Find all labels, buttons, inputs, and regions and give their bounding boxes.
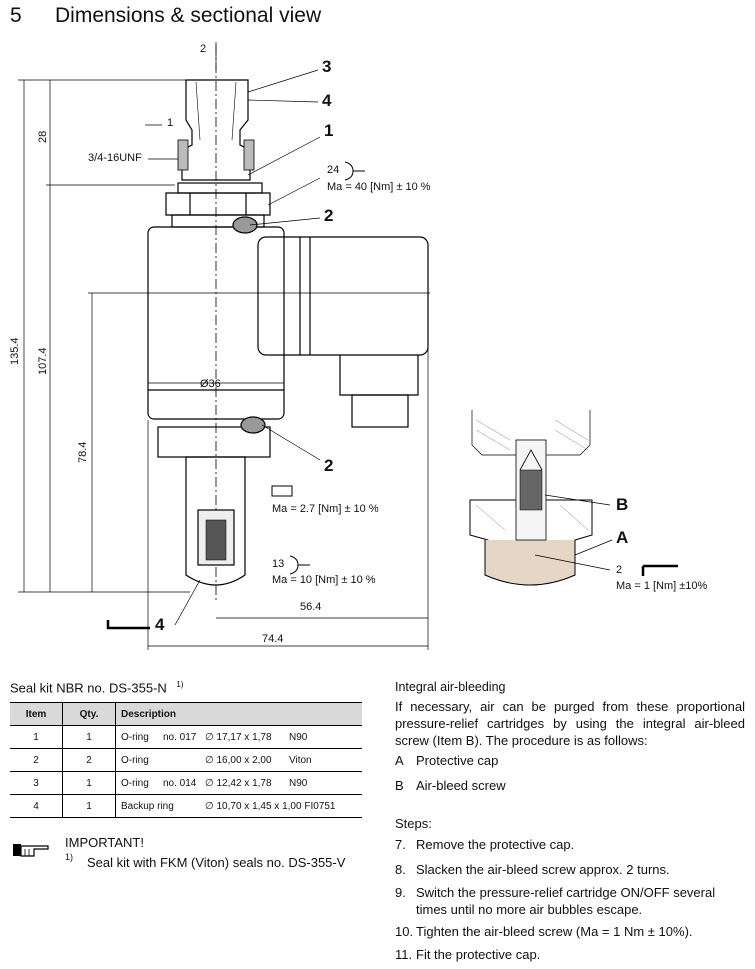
hex-key-icon-detail xyxy=(643,566,678,576)
part-no: no. 017 xyxy=(163,731,197,743)
cell-description xyxy=(116,749,363,772)
cell-item: 2 xyxy=(10,749,63,772)
step-text: Fit the protective cap. xyxy=(416,947,541,962)
important-title: IMPORTANT! xyxy=(65,835,144,850)
legend-key: A xyxy=(395,753,404,768)
cell-description xyxy=(116,795,363,818)
torque-label: Ma = 40 [Nm] ± 10 % xyxy=(327,181,431,193)
flow-port-label: 1 xyxy=(167,117,174,129)
step-number: 11. xyxy=(395,947,413,962)
callout-3: 3 xyxy=(322,57,332,76)
dimension-107-4: 107.4 xyxy=(37,347,49,375)
cell-description xyxy=(116,726,363,749)
wrench-icon-13 xyxy=(290,556,310,574)
hex-key-size: 2 xyxy=(616,564,623,576)
table-row xyxy=(10,726,362,749)
section-number: 5 xyxy=(10,4,22,27)
wrench-size: 13 xyxy=(272,558,285,570)
detail-label-A: A xyxy=(616,528,629,547)
legend-item xyxy=(395,777,506,794)
dimension-74-4: 74.4 xyxy=(262,633,284,645)
cell-qty: 1 xyxy=(63,795,116,818)
dimension-28: 28 xyxy=(37,130,49,143)
part: O-ring xyxy=(121,777,149,789)
table-row xyxy=(10,772,362,795)
table-row xyxy=(10,749,362,772)
torque-label: Ma = 1 [Nm] ±10% xyxy=(616,580,708,592)
hex-key-icon xyxy=(108,620,150,628)
part: O-ring xyxy=(121,731,149,743)
step-number: 7. xyxy=(395,837,406,852)
part: O-ring xyxy=(121,754,149,766)
header-qty: Qty. xyxy=(63,703,116,726)
dimension-135-4: 135.4 xyxy=(9,337,21,365)
section-title: Dimensions & sectional view xyxy=(55,4,322,27)
part: Backup ring xyxy=(121,800,174,812)
flow-port-label: 2 xyxy=(200,43,207,55)
wrench-size: 24 xyxy=(327,164,340,176)
air-bleeding-title: Integral air-bleeding xyxy=(395,680,506,694)
step-number: 8. xyxy=(395,862,406,877)
callout-2: 2 xyxy=(324,456,334,475)
step-text: Tighten the air-bleed screw (Ma = 1 Nm ± 10%). xyxy=(416,924,693,939)
callout-2: 2 xyxy=(324,206,334,225)
torque-label: Ma = 2.7 [Nm] ± 10 % xyxy=(272,503,379,515)
size: ∅ 16,00 x 2,00 xyxy=(205,754,272,766)
wrench-icon-24 xyxy=(345,162,365,180)
legend-text: Protective cap xyxy=(416,753,499,768)
footnote-mark: 1) xyxy=(176,680,184,689)
header-item: Item xyxy=(10,703,63,726)
hex-nut xyxy=(166,193,270,215)
material: N90 xyxy=(289,731,308,743)
step xyxy=(395,861,670,878)
cell-description xyxy=(116,772,363,795)
cell-item: 1 xyxy=(10,726,63,749)
callout-4: 4 xyxy=(322,91,332,110)
material: N90 xyxy=(289,777,308,789)
table-row xyxy=(10,795,362,818)
seal-kit-title xyxy=(10,680,184,695)
size: ∅ 17,17 x 1,78 xyxy=(205,731,272,743)
diameter-label: Ø36 xyxy=(200,378,221,390)
seal-kit-title-text: Seal kit NBR no. DS-355-N xyxy=(10,680,167,696)
steps-label: Steps: xyxy=(395,816,432,831)
torque-label: Ma = 10 [Nm] ± 10 % xyxy=(272,574,376,586)
size: ∅ 10,70 x 1,45 x 1,00 FI0751 xyxy=(205,800,336,812)
cell-item: 3 xyxy=(10,772,63,795)
callout-4: 4 xyxy=(155,615,165,634)
legend-item xyxy=(395,752,498,769)
detail-view xyxy=(470,410,612,585)
step xyxy=(395,884,716,918)
part-no: no. 014 xyxy=(163,777,197,789)
cell-item: 4 xyxy=(10,795,63,818)
dimension-78-4: 78.4 xyxy=(77,441,89,463)
legend-key: B xyxy=(395,778,404,793)
step-text: Switch the pressure-relief cartridge ON/OFF several times until no more air bubbles escape. xyxy=(416,885,716,917)
legend-text: Air-bleed screw xyxy=(416,778,506,793)
air-bleeding-intro: If necessary, air can be purged from these proportional pressure-relief cartridges by using the integral air-bleed screw (Item B). The procedure is as follows: xyxy=(395,699,745,748)
cell-qty: 2 xyxy=(63,749,116,772)
cell-qty: 1 xyxy=(63,726,116,749)
cell-qty: 1 xyxy=(63,772,116,795)
important-note: Seal kit with FKM (Viton) seals no. DS-355-V xyxy=(87,855,346,870)
detail-label-B: B xyxy=(616,495,629,514)
step-number: 10. xyxy=(395,924,414,939)
seal-kit-table xyxy=(10,702,362,818)
step-text: Remove the protective cap. xyxy=(416,837,575,852)
material: Viton xyxy=(289,754,312,766)
thread-label: 3/4-16UNF xyxy=(88,152,142,164)
hex-key-icon-small xyxy=(272,486,292,496)
note-mark: 1) xyxy=(65,852,74,862)
step xyxy=(395,946,540,963)
step xyxy=(395,923,693,940)
step xyxy=(395,836,574,853)
size: ∅ 12,42 x 1,78 xyxy=(205,777,272,789)
callout-1: 1 xyxy=(324,121,334,140)
step-number: 9. xyxy=(395,885,406,900)
header-description: Description xyxy=(116,703,363,726)
pointing-hand-icon xyxy=(12,840,52,860)
dimension-56-4: 56.4 xyxy=(300,601,322,613)
step-text: Slacken the air-bleed screw approx. 2 turns. xyxy=(416,862,670,877)
